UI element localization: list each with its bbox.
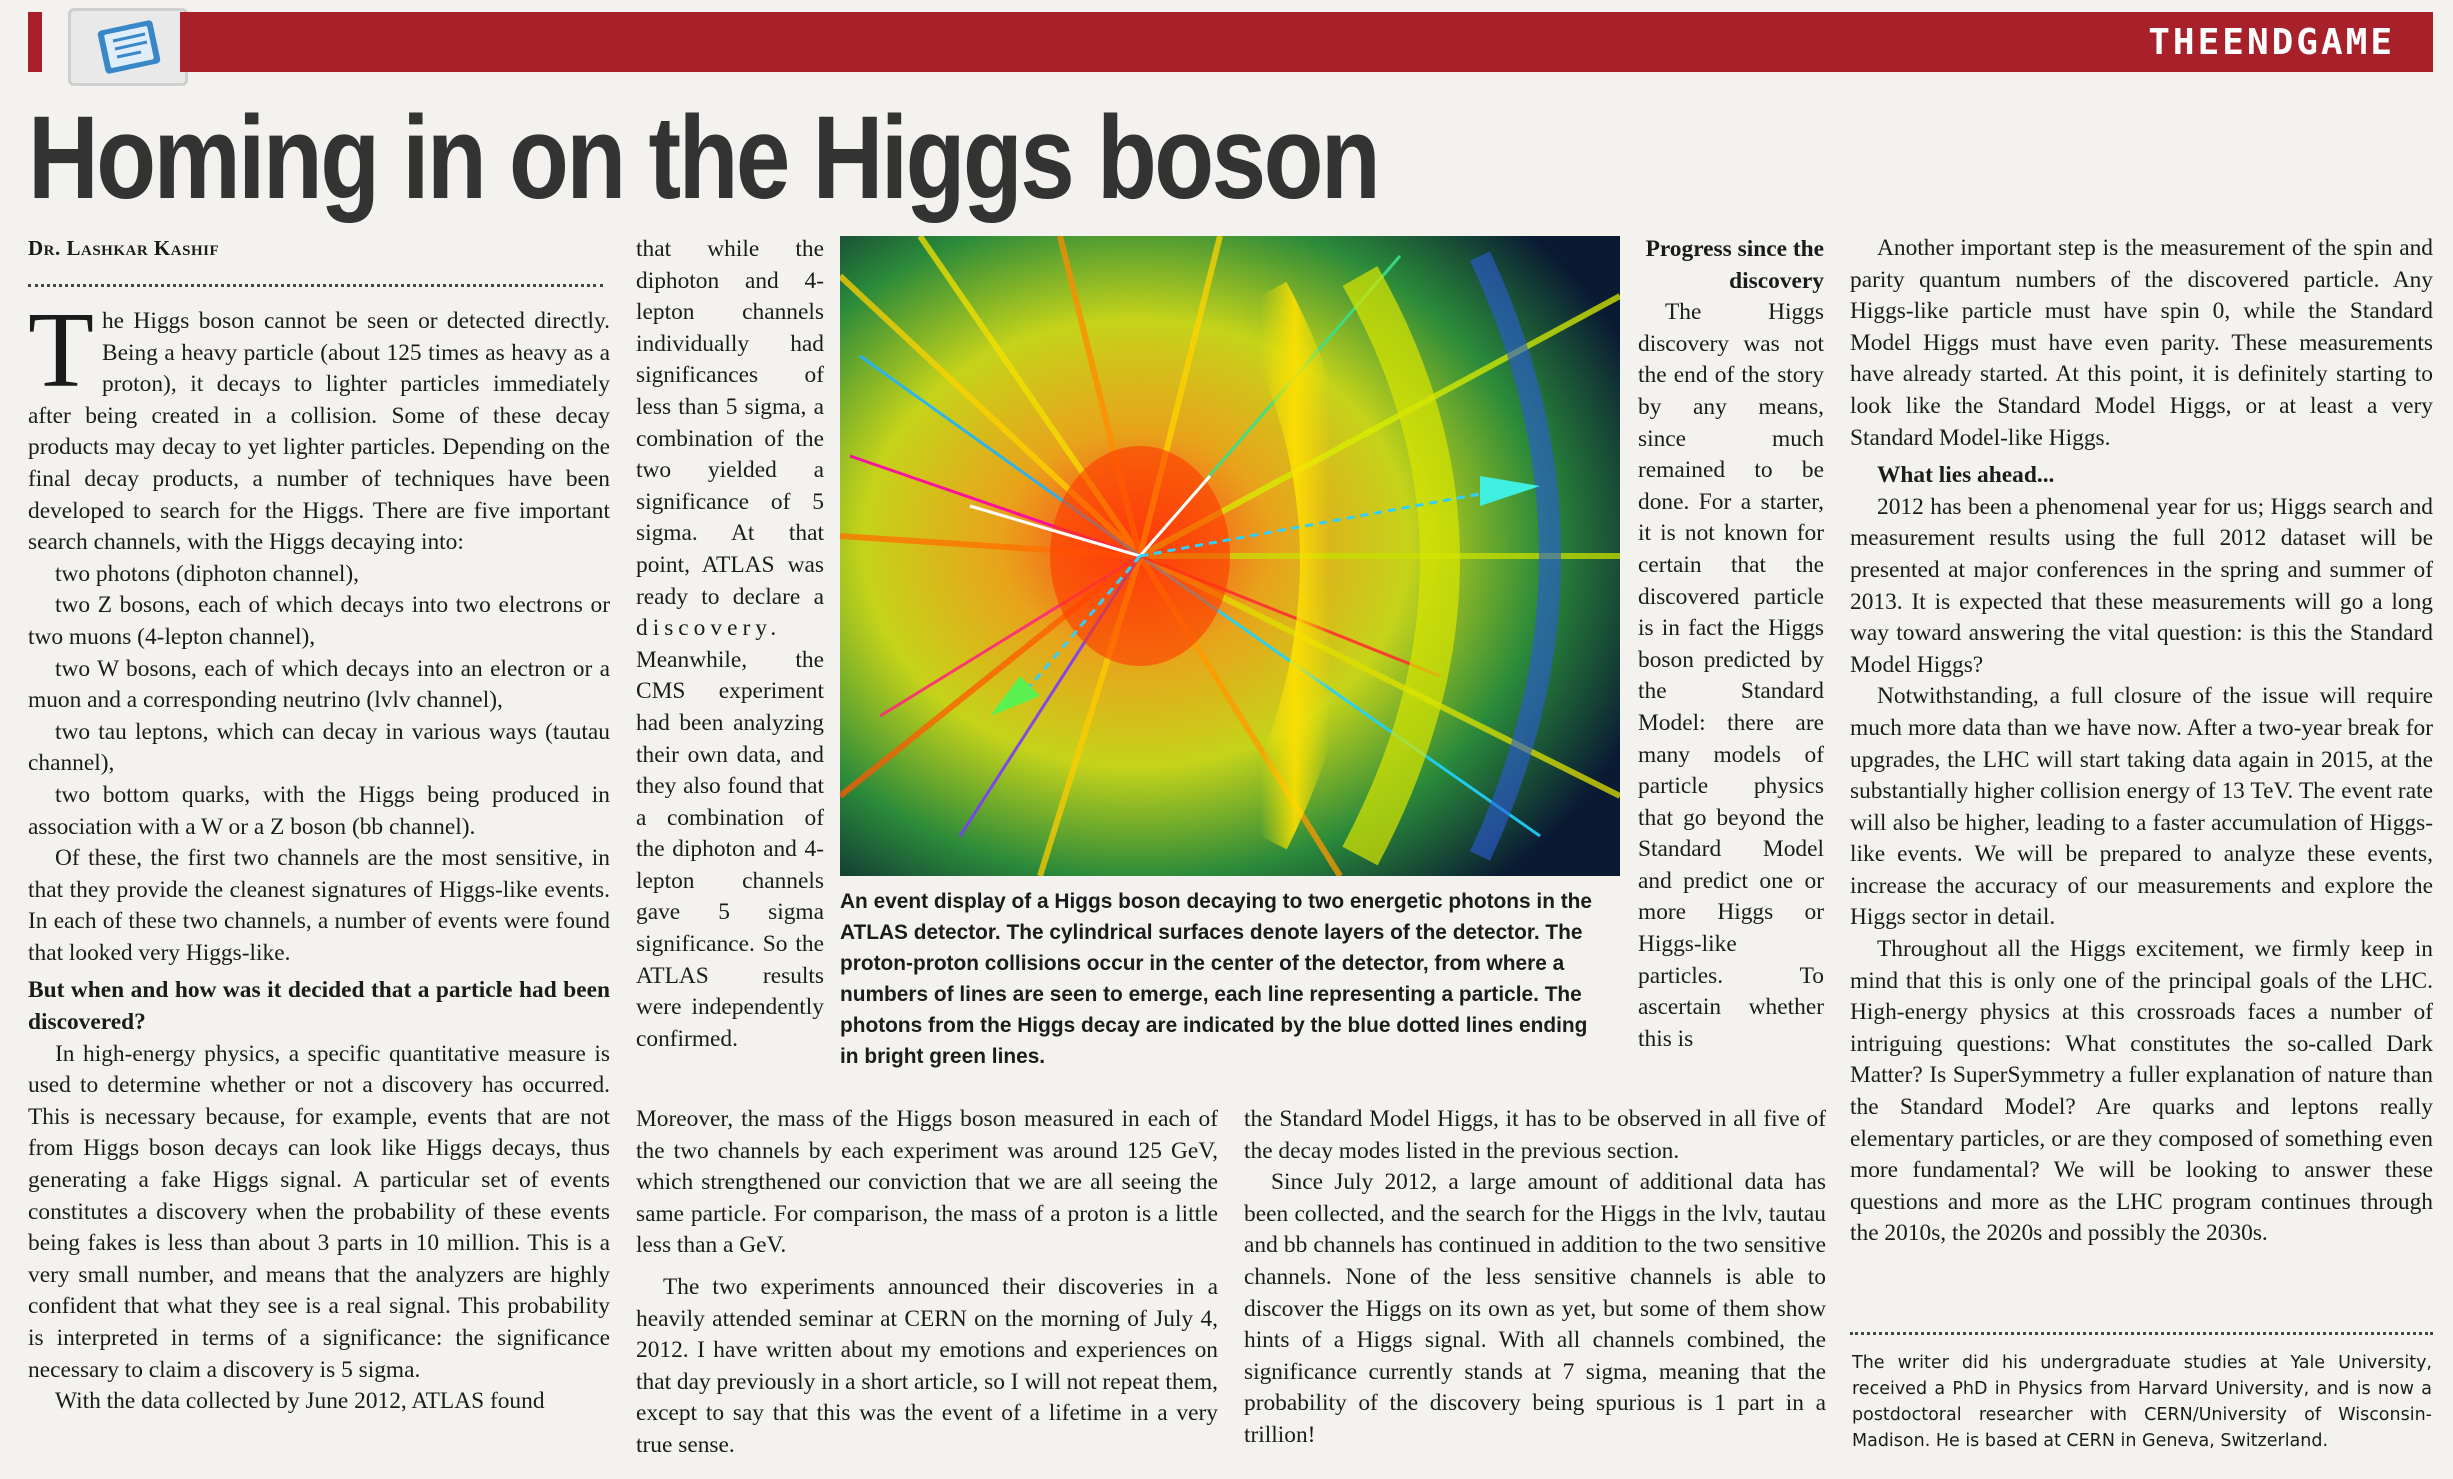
paragraph: The Higgs discovery was not the end of the story by any means, since much remained to be done. For a starter, it is not known for certain that the discovered particle is in fact the Higgs boson predicted by the Standard Model: there are many models of particle physics that go beyond the Standard Model and predict one or more Higgs or Higgs-like particles. To ascertain whether this is (1638, 299, 1824, 1052)
channel-item: two bottom quarks, with the Higgs being produced in association with a W or a Z boson (bb channel). (28, 781, 610, 840)
paragraph: that while the diphoton and 4-lepton channels individually had significances of less than 5 sigma, a combination of the two yielded a significance of 5 sigma. At that point, ATLAS was ready to declare a discovery. Meanwhile, the CMS experiment had been analyzing their own data, and they also found that a combination of the diphoton and 4-lepton channels gave 5 sigma significance. So the ATLAS results were independently confirmed. (636, 236, 824, 1052)
channel-item: two photons (diphoton channel), (55, 560, 360, 587)
author-note: The writer did his undergraduate studies at Yale University, received a PhD in Physics from Harvard University, and is now a postdoctoral researcher with CERN/University of Wisconsin-Madison. He is based at CERN in Geneva, Switzerland. (1852, 1353, 2432, 1451)
paragraph: In high-energy physics, a specific quantitative measure is used to determine whether or not a discovery has occurred. This is necessary because, for example, events that are not from Higgs boson decays can look like Higgs decays, thus generating a fake Higgs signal. A particular set of events constitutes a discovery when the probability of these events being fakes is less than about 3 parts in 10 million. This is a very small number, and means that the analyzers are highly confident that what they see is a real signal. This probability is interpreted in terms of a significance: the significance necessary to claim a discovery is 5 sigma. (28, 1040, 610, 1383)
column-3-narrow (1638, 234, 1824, 1055)
photo-caption: An event display of a Higgs boson decaying to two energetic photons in the ATLAS detector. The cylindrical surfaces denote layers of the detector. The proton-proton collisions occur in the center of the detector, from where a numbers of lines are seen to emerge, each line representing a particle. The photons from the Higgs decay are indicated by the blue dotted lines ending in bright green lines. (840, 889, 1593, 1068)
section-label: THEENDGAME (2148, 22, 2395, 63)
channel-item: two tau leptons, which can decay in various ways (tautau channel), (28, 718, 610, 777)
paragraph: Notwithstanding, a full closure of the issue will require much more data than we have now. After a two-year break for upgrades, the LHC will start taking data again in 2015, at the substantially higher collision energy of 13 TeV. The event rate will also be higher, leading to a faster accumulation of Higgs-like events. We will be prepared to analyze these events, increase the accuracy of our measurements and explore the Higgs sector in detail. (1850, 683, 2433, 931)
intro-text: he Higgs boson cannot be seen or detected directly. Being a heavy particle (about 125 times as heavy as a proton), it decays to lighter particles immediately after being created in a collision. Some of these decay products may decay to yet lighter particles. Depending on the final decay products, a number of techniques have been developed to search for the Higgs. There are five important search channels, with the Higgs decaying into: (28, 308, 610, 556)
paragraph: 2012 has been a phenomenal year for us; Higgs search and measurement results using the full 2012 dataset will be presented at major conferences in the spring and summer of 2013. It is expected that these measurements will go a long way toward answering the vital question: is this the Standard Model Higgs? (1850, 493, 2433, 678)
column-1 (28, 291, 610, 1418)
section-banner (180, 12, 2433, 72)
paragraph: Throughout all the Higgs excitement, we firmly keep in mind that this is only one of the principal goals of the LHC. High-energy physics at this crossroads faces a number of intriguing questions: What constitutes the so-called Dark Matter? Is SuperSymmetry a fuller explanation of nature than the Standard Model? Are quarks and leptons really elementary particles, or are they composed of something even more fundamental? We will be looking to answer these questions and more as the LHC program continues through the 2010s, the 2020s and possibly the 2030s. (1850, 936, 2433, 1247)
subheading: What lies ahead... (1877, 462, 2055, 489)
header-band (28, 8, 2433, 74)
paragraph: Moreover, the mass of the Higgs boson measured in each of the two channels by each experiment was around 125 GeV, which strengthened our conviction that we are all seeing the same particle. For comparison, the mass of a proton is a little less than a GeV. (636, 1106, 1218, 1259)
paragraph: Another important step is the measurement of the spin and parity quantum numbers of the discovered particle. Any Higgs-like particle must have spin 0, while the Standard Model Higgs must have even parity. These measurements have already started. At this point, it is definitely starting to look like the Standard Model Higgs, or at least a very Standard Model-like Higgs. (1850, 235, 2433, 451)
column-2-lower (636, 1104, 1218, 1462)
headline: Homing in on the Higgs boson (28, 92, 1379, 224)
paragraph: With the data collected by June 2012, ATLAS found (55, 1388, 545, 1415)
channel-item: two W bosons, each of which decays into an electron or a muon and a corresponding neutrino (lvlv channel), (28, 655, 610, 714)
paragraph: The two experiments announced their discoveries in a heavily attended seminar at CERN on the morning of July 4, 2012. I have written about my emotions and experiences on that day previously in a short article, so I will not repeat them, except to say that this was the event of a lifetime in a very true sense. (636, 1273, 1219, 1458)
subheading: Progress since the discovery (1645, 236, 1824, 294)
channel-item: two Z bosons, each of which decays into two electrons or two muons (4-lepton channel), (28, 592, 610, 650)
subheading: But when and how was it decided that a particle had been discovered? (28, 977, 610, 1036)
note-divider (1850, 1332, 2433, 1335)
paragraph: the Standard Model Higgs, it has to be observed in all five of the decay modes listed in the previous section. (1244, 1106, 1826, 1164)
drop-cap: T (28, 291, 94, 410)
atlas-event-display-image (840, 236, 1620, 876)
notebook-icon (68, 8, 188, 86)
column-3-lower (1244, 1104, 1826, 1452)
intro-paragraph (28, 291, 610, 559)
column-4 (1850, 233, 2433, 1250)
banner-accent (28, 12, 42, 72)
byline-divider (28, 284, 603, 287)
paragraph: Of these, the first two channels are the most sensitive, in that they provide the cleanest signatures of Higgs-like events. In each of these two channels, a number of events were found that looked very Higgs-like. (28, 845, 610, 966)
byline: Dr. Lashkar Kashif (28, 236, 220, 260)
column-2-narrow (636, 234, 824, 1055)
paragraph: Since July 2012, a large amount of additional data has been collected, and the search for the Higgs in the lvlv, tautau and bb channels has continued in addition to the two sensitive channels. None of the less sensitive channels is able to discover the Higgs on its own as yet, but some of them show hints of a Higgs signal. With all channels combined, the significance currently stands at 7 sigma, meaning that the probability of the discovery being spurious is 1 part in a trillion! (1244, 1169, 1826, 1448)
